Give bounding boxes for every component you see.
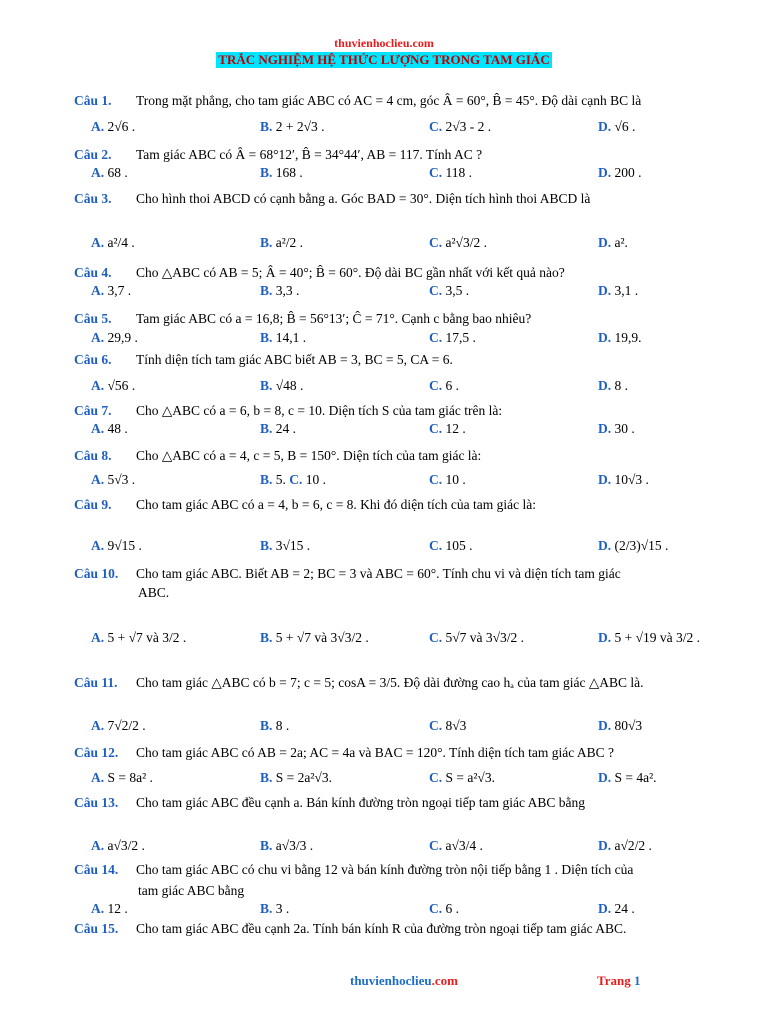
question-text: Cho △ABC có a = 4, c = 5, B = 150°. Diện tích của tam giác là: xyxy=(136,448,482,463)
option-c xyxy=(429,901,459,917)
option-letter: C. xyxy=(429,472,443,487)
option-a xyxy=(91,472,135,488)
option-letter: D. xyxy=(598,330,612,345)
option-d xyxy=(598,283,638,299)
page-title: TRẮC NGHIỆM HỆ THỨC LƯỢNG TRONG TAM GIÁC xyxy=(218,52,550,67)
option-value: 80√3 xyxy=(614,718,643,733)
question-number: Câu 2. xyxy=(74,147,112,162)
option-c xyxy=(429,330,476,346)
option-b xyxy=(260,630,369,646)
question-number: Câu 5. xyxy=(74,311,112,326)
option-letter: A. xyxy=(91,165,105,180)
option-value: 168 . xyxy=(275,165,303,180)
title-wrap xyxy=(0,52,768,68)
option-b xyxy=(260,378,303,394)
option-letter: B. xyxy=(260,838,273,853)
question-text: Cho tam giác △ABC có b = 7; c = 5; cosA = 3/5. Độ dài đường cao hₐ của tam giác △ABC là. xyxy=(136,675,644,690)
option-value: 3 . xyxy=(275,901,290,916)
option-value: a√3/3 . xyxy=(275,838,314,853)
option-value: 6 . xyxy=(445,378,459,393)
option-value: 48 . xyxy=(107,421,128,436)
option-d xyxy=(598,538,668,554)
option-value: S = 2a²√3. xyxy=(275,770,332,785)
option-value: a²/4 . xyxy=(107,235,135,250)
question-number: Câu 14. xyxy=(74,862,119,877)
option-c xyxy=(429,235,487,251)
option-b xyxy=(260,718,289,734)
question-text: Tam giác ABC có a = 16,8; B̂ = 56°13′; Ĉ = 71°. Cạnh c bằng bao nhiêu? xyxy=(136,311,532,326)
question-number: Câu 11. xyxy=(74,675,118,690)
option-d xyxy=(598,630,700,646)
option-b xyxy=(260,165,303,181)
option-value: 200 . xyxy=(614,165,642,180)
option-a xyxy=(91,378,135,394)
question-9 xyxy=(74,497,536,513)
option-value: 3,3 . xyxy=(275,283,300,298)
option-d xyxy=(598,901,635,917)
option-value: (2/3)√15 . xyxy=(614,538,669,553)
question-text: Cho tam giác ABC đều cạnh 2a. Tính bán kính R của đường tròn ngoại tiếp tam giác ABC. xyxy=(136,921,627,936)
option-value: 2√6 . xyxy=(107,119,136,134)
option-value: 2 + 2√3 . xyxy=(275,119,325,134)
option-letter: B. xyxy=(260,538,273,553)
option-value: 17,5 . xyxy=(445,330,476,345)
question-1 xyxy=(74,93,641,109)
option-letter: B. xyxy=(260,235,273,250)
option-c xyxy=(429,165,472,181)
question-text: Tam giác ABC có Â = 68°12′, B̂ = 34°44′, AB = 117. Tính AC ? xyxy=(136,147,483,162)
option-value: 6 . xyxy=(445,901,459,916)
option-a xyxy=(91,165,128,181)
option-letter: D. xyxy=(598,472,612,487)
option-value: 24 . xyxy=(614,901,635,916)
question-number: Câu 15. xyxy=(74,921,119,936)
option-value: a²√3/2 . xyxy=(445,235,487,250)
option-letter: A. xyxy=(91,472,105,487)
question-text: Cho tam giác ABC có chu vi bằng 12 và bán kính đường tròn nội tiếp bằng 1 . Diện tích của xyxy=(136,862,634,877)
question-15 xyxy=(74,921,626,937)
question-13 xyxy=(74,795,585,811)
option-letter: D. xyxy=(598,235,612,250)
option-letter: B. xyxy=(260,330,273,345)
option-letter: A. xyxy=(91,283,105,298)
option-value: 3,1 . xyxy=(614,283,639,298)
option-d xyxy=(598,770,657,786)
question-number: Câu 8. xyxy=(74,448,112,463)
option-c xyxy=(429,119,491,135)
option-value: 3√15 . xyxy=(275,538,311,553)
option-letter: B. xyxy=(260,421,273,436)
option-letter: D. xyxy=(598,378,612,393)
site-header xyxy=(0,36,768,51)
option-b xyxy=(260,538,310,554)
option-letter: D. xyxy=(598,770,612,785)
option-value: S = a²√3. xyxy=(445,770,495,785)
option-c xyxy=(429,283,469,299)
option-value: a²/2 . xyxy=(275,235,304,250)
option-letter: B. xyxy=(260,472,273,487)
option-value: 24 . xyxy=(275,421,297,436)
footer-site-domain: .com xyxy=(431,973,458,988)
question-text-continued: ABC. xyxy=(138,585,170,600)
option-letter: A. xyxy=(91,538,105,553)
question-text: Trong mặt phẳng, cho tam giác ABC có AC = 4 cm, góc Â = 60°, B̂ = 45°. Độ dài cạnh BC là xyxy=(136,93,642,108)
question-3 xyxy=(74,191,590,207)
option-value: 3,7 . xyxy=(107,283,132,298)
option-c xyxy=(429,472,466,488)
option-value: 3,5 . xyxy=(445,283,470,298)
option-letter: D. xyxy=(598,283,612,298)
option-value: a². xyxy=(614,235,628,250)
option-b xyxy=(260,330,306,346)
option-c xyxy=(429,421,466,437)
option-letter: A. xyxy=(91,119,105,134)
question-text: Cho tam giác ABC đều cạnh a. Bán kính đường tròn ngoại tiếp tam giác ABC bằng xyxy=(136,795,586,810)
option-value: 7√2/2 . xyxy=(107,718,146,733)
option-letter: B. xyxy=(260,901,273,916)
option-value: 10 . xyxy=(445,472,466,487)
question-2 xyxy=(74,147,482,163)
option-c xyxy=(429,838,483,854)
option-letter: C. xyxy=(429,165,443,180)
option-value: 30 . xyxy=(614,421,635,436)
option-value: 68 . xyxy=(107,165,128,180)
option-value: a√3/4 . xyxy=(445,838,483,853)
option-letter: C. xyxy=(429,770,443,785)
question-number: Câu 7. xyxy=(74,403,112,418)
option-b xyxy=(260,119,325,135)
option-letter: B. xyxy=(260,283,273,298)
option-value: 12 . xyxy=(445,421,466,436)
option-letter: A. xyxy=(91,718,105,733)
option-letter: B. xyxy=(260,718,273,733)
option-value: √56 . xyxy=(107,378,136,393)
option-letter: C. xyxy=(429,901,443,916)
site-name: thuvienhoclieu xyxy=(334,36,410,50)
question-text: Cho tam giác ABC có AB = 2a; AC = 4a và BAC = 120°. Tính diện tích tam giác ABC ? xyxy=(136,745,614,760)
page-number xyxy=(597,973,640,989)
option-value: 8 . xyxy=(614,378,628,393)
footer-site-name: thuvienhoclieu xyxy=(350,973,432,988)
option-a xyxy=(91,235,135,251)
option-value: a√3/2 . xyxy=(107,838,145,853)
option-value: S = 4a². xyxy=(614,770,657,785)
option-a xyxy=(91,718,146,734)
question-text: Cho tam giác ABC. Biết AB = 2; BC = 3 và ABC = 60°. Tính chu vi và diện tích tam giác xyxy=(136,566,621,581)
option-value: 19,9. xyxy=(614,330,642,345)
option-letter: A. xyxy=(91,330,105,345)
question-number: Câu 13. xyxy=(74,795,119,810)
question-text: Cho hình thoi ABCD có cạnh bằng a. Góc BAD = 30°. Diện tích hình thoi ABCD là xyxy=(136,191,591,206)
option-letter: C. xyxy=(429,421,443,436)
option-value: √48 . xyxy=(275,378,304,393)
footer-site xyxy=(0,973,768,989)
option-letter: D. xyxy=(598,119,612,134)
question-number: Câu 3. xyxy=(74,191,112,206)
option-value: 14,1 . xyxy=(275,330,307,345)
option-letter: C. xyxy=(429,378,443,393)
option-letter: C. xyxy=(429,538,443,553)
option-letter: D. xyxy=(598,630,612,645)
option-b: B. 5. C. 10 . xyxy=(260,472,327,487)
option-letter: A. xyxy=(91,378,105,393)
option-value: 5 + √7 và 3√3/2 . xyxy=(275,630,369,645)
option-c xyxy=(429,378,459,394)
option-d xyxy=(598,718,642,734)
option-letter: A. xyxy=(91,630,105,645)
question-7 xyxy=(74,403,502,419)
question-8 xyxy=(74,448,481,464)
question-10 xyxy=(74,566,621,582)
option-letter: D. xyxy=(598,718,612,733)
option-letter: D. xyxy=(598,901,612,916)
option-a xyxy=(91,630,186,646)
option-a xyxy=(91,770,153,786)
option-letter: A. xyxy=(91,838,105,853)
question-14 xyxy=(74,862,633,878)
option-value: 2√3 - 2 . xyxy=(445,119,492,134)
option-value: 12 . xyxy=(107,901,128,916)
option-b xyxy=(260,770,332,786)
option-value: 5 + √19 và 3/2 . xyxy=(614,630,701,645)
question-5 xyxy=(74,311,531,327)
option-value: 105 . xyxy=(445,538,473,553)
question-4 xyxy=(74,265,565,281)
option-value: 118 . xyxy=(445,165,472,180)
question-text: Cho △ABC có AB = 5; Â = 40°; B̂ = 60°. Độ dài BC gần nhất với kết quả nào? xyxy=(136,265,565,280)
option-value: 5. xyxy=(275,472,286,487)
option-letter: D. xyxy=(598,421,612,436)
option-letter: B. xyxy=(260,378,273,393)
option-d xyxy=(598,119,635,135)
option-letter: D. xyxy=(598,538,612,553)
option-letter: D. xyxy=(598,165,612,180)
option-letter: B. xyxy=(260,119,273,134)
option-a xyxy=(91,838,145,854)
option-b xyxy=(260,901,289,917)
option-value: 5√7 và 3√3/2 . xyxy=(445,630,525,645)
option-b xyxy=(260,421,296,437)
option-letter: C. xyxy=(429,119,443,134)
option-letter: C. xyxy=(429,630,443,645)
option-letter: C. xyxy=(429,838,443,853)
option-d xyxy=(598,235,628,251)
option-value: 9√15 . xyxy=(107,538,142,553)
question-text: Cho △ABC có a = 6, b = 8, c = 10. Diện tích S của tam giác trên là: xyxy=(136,403,503,418)
option-letter: A. xyxy=(91,770,105,785)
option-letter: C. xyxy=(429,330,443,345)
option-b xyxy=(260,283,299,299)
option-letter: A. xyxy=(91,901,105,916)
option-letter: A. xyxy=(91,235,105,250)
option-value: 10√3 . xyxy=(614,472,649,487)
option-letter: B. xyxy=(260,630,273,645)
option-c xyxy=(429,770,495,786)
question-number: Câu 10. xyxy=(74,566,119,581)
question-number: Câu 9. xyxy=(74,497,112,512)
page-num: 1 xyxy=(633,973,641,988)
option-b xyxy=(260,235,303,251)
question-number: Câu 6. xyxy=(74,352,112,367)
option-value: 5√3 . xyxy=(107,472,136,487)
option-d xyxy=(598,378,628,394)
option-d xyxy=(598,838,652,854)
option-d xyxy=(598,330,642,346)
question-11 xyxy=(74,675,644,691)
option-letter: A. xyxy=(91,421,105,436)
question-6 xyxy=(74,352,453,368)
option-a xyxy=(91,119,135,135)
page-label: Trang xyxy=(597,973,631,988)
question-text: Cho tam giác ABC có a = 4, b = 6, c = 8. Khi đó diện tích của tam giác là: xyxy=(136,497,537,512)
question-number: Câu 1. xyxy=(74,93,112,108)
option-d xyxy=(598,472,649,488)
option-c xyxy=(429,718,466,734)
option-a xyxy=(91,283,131,299)
option-value: 5 + √7 và 3/2 . xyxy=(107,630,187,645)
option-c xyxy=(429,538,473,554)
question-text: Tính diện tích tam giác ABC biết AB = 3, BC = 5, CA = 6. xyxy=(136,352,453,367)
option-a xyxy=(91,538,142,554)
option-a xyxy=(91,901,128,917)
question-text-continued: tam giác ABC bằng xyxy=(138,883,245,898)
question-number: Câu 12. xyxy=(74,745,119,760)
question-12 xyxy=(74,745,614,761)
option-letter: C. xyxy=(429,235,443,250)
option-value: 8 . xyxy=(275,718,290,733)
option-value: a√2/2 . xyxy=(614,838,652,853)
option-value: 8√3 xyxy=(445,718,467,733)
option-letter-extra: C. xyxy=(289,472,303,487)
option-letter: D. xyxy=(598,838,612,853)
option-letter: C. xyxy=(429,283,443,298)
option-value: S = 8a² . xyxy=(107,770,153,785)
site-domain: .com xyxy=(409,36,434,50)
option-c xyxy=(429,630,524,646)
option-value: 29,9 . xyxy=(107,330,138,345)
option-a xyxy=(91,330,138,346)
option-a xyxy=(91,421,128,437)
option-letter: B. xyxy=(260,165,273,180)
question-number: Câu 4. xyxy=(74,265,112,280)
option-letter: B. xyxy=(260,770,273,785)
option-d xyxy=(598,165,642,181)
option-value: √6 . xyxy=(614,119,636,134)
option-letter: C. xyxy=(429,718,443,733)
option-b xyxy=(260,838,313,854)
option-d xyxy=(598,421,635,437)
